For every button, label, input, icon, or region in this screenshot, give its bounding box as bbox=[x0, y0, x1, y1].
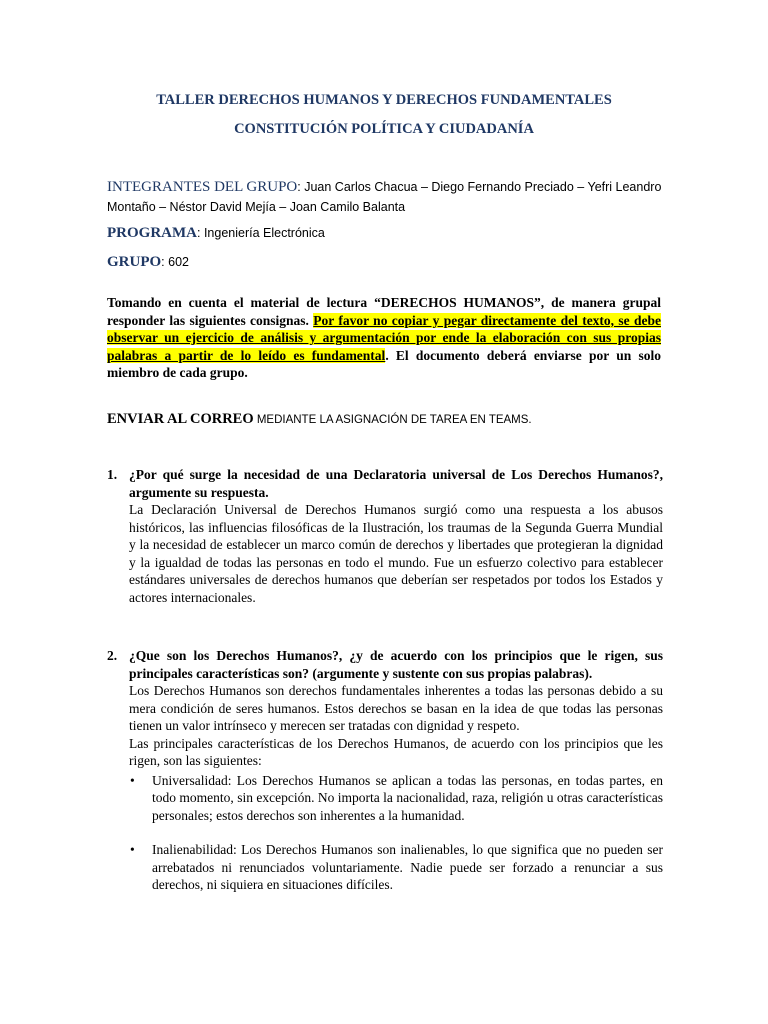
instructions-paragraph bbox=[107, 294, 661, 382]
document-title: TALLER DERECHOS HUMANOS Y DERECHOS FUNDAMENTALES bbox=[156, 92, 612, 108]
send-instructions bbox=[107, 411, 667, 428]
question-number: 2. bbox=[107, 648, 118, 663]
integrantes-row bbox=[107, 177, 663, 217]
answer-paragraph: Los Derechos Humanos son derechos fundamentales inherentes a todas las personas debido a su mera condición de seres humanos. Estos derechos se basan en la idea de que todas las personas tienen un valor intrínseco y merecen ser tratadas con dignidad y respeto. bbox=[129, 683, 663, 733]
grupo-value: : 602 bbox=[161, 255, 189, 269]
programa-label: PROGRAMA bbox=[107, 225, 197, 241]
bullet-item bbox=[130, 772, 663, 825]
question-number: 1. bbox=[107, 467, 118, 482]
send-label: ENVIAR AL CORREO bbox=[107, 411, 254, 427]
question-text: ¿Que son los Derechos Humanos?, ¿y de acuerdo con los principios que le rigen, sus principales características son? (argumente y sustente con sus propias palabras). bbox=[129, 648, 663, 681]
bullet-text: Inalienabilidad: Los Derechos Humanos son inalienables, lo que significa que no pueden ser arrebatados ni renunciados voluntariamente. Nadie puede ser forzado a renunciar a sus derechos, ni siquiera en situaciones difíciles. bbox=[152, 842, 663, 892]
programa-value: : Ingeniería Electrónica bbox=[197, 226, 325, 240]
integrantes-value: : Juan Carlos Chacua – Diego Fernando Preciado – Yefri Leandro Montaño – Néstor David Mejía – Joan Camilo Balanta bbox=[107, 180, 662, 214]
question-item bbox=[107, 466, 663, 606]
bullet-text: Universalidad: Los Derechos Humanos se aplican a todas las personas, en todas partes, en todo momento, sin excepción. No importa la nacionalidad, raza, religión u otras características personales; estos derechos son inherentes a la humanidad. bbox=[152, 772, 663, 823]
grupo-label: GRUPO bbox=[107, 254, 162, 270]
programa-row bbox=[107, 223, 663, 243]
bullet-icon: • bbox=[130, 842, 135, 857]
instructions-intro: Tomando en cuenta el material de lectura “DERECHOS HUMANOS”, de manera grupal responder las siguientes consignas. bbox=[107, 295, 661, 328]
document-subtitle: CONSTITUCIÓN POLÍTICA Y CIUDADANÍA bbox=[234, 121, 534, 137]
question-text: ¿Por qué surge la necesidad de una Declaratoria universal de Los Derechos Humanos?, argumente su respuesta. bbox=[129, 467, 663, 500]
answer-paragraph: Las principales características de los Derechos Humanos, de acuerdo con los principios que les rigen, son las siguientes: bbox=[129, 735, 663, 768]
instructions-highlight: Por favor no copiar y pegar directamente del texto, se debe observar un ejercicio de análisis y argumentación por ende la elaboración con sus propias palabras a partir de lo leído es fundamental bbox=[107, 312, 661, 363]
grupo-row bbox=[107, 252, 663, 272]
answer-text: La Declaración Universal de Derechos Humanos surgió como una respuesta a los abusos históricos, las influencias filosóficas de la Ilustración, los traumas de la Segunda Guerra Mundial y la necesidad de establecer un marco común de derechos y libertades que protegieran la dignidad y la igualdad de todas las personas en todo el mundo. Fue un esfuerzo colectivo para establecer estándares universales de derechos humanos que deberían ser respetados por todos los Estados y actores internacionales. bbox=[129, 502, 663, 605]
send-detail: MEDIANTE LA ASIGNACIÓN DE TAREA EN TEAMS. bbox=[253, 414, 532, 426]
instructions-outro: . El documento deberá enviarse por un solo miembro de cada grupo. bbox=[107, 347, 661, 380]
integrantes-label: INTEGRANTES DEL GRUPO bbox=[107, 179, 298, 195]
bullet-item bbox=[130, 841, 663, 894]
question-item bbox=[107, 647, 663, 894]
bullet-icon: • bbox=[130, 772, 135, 788]
